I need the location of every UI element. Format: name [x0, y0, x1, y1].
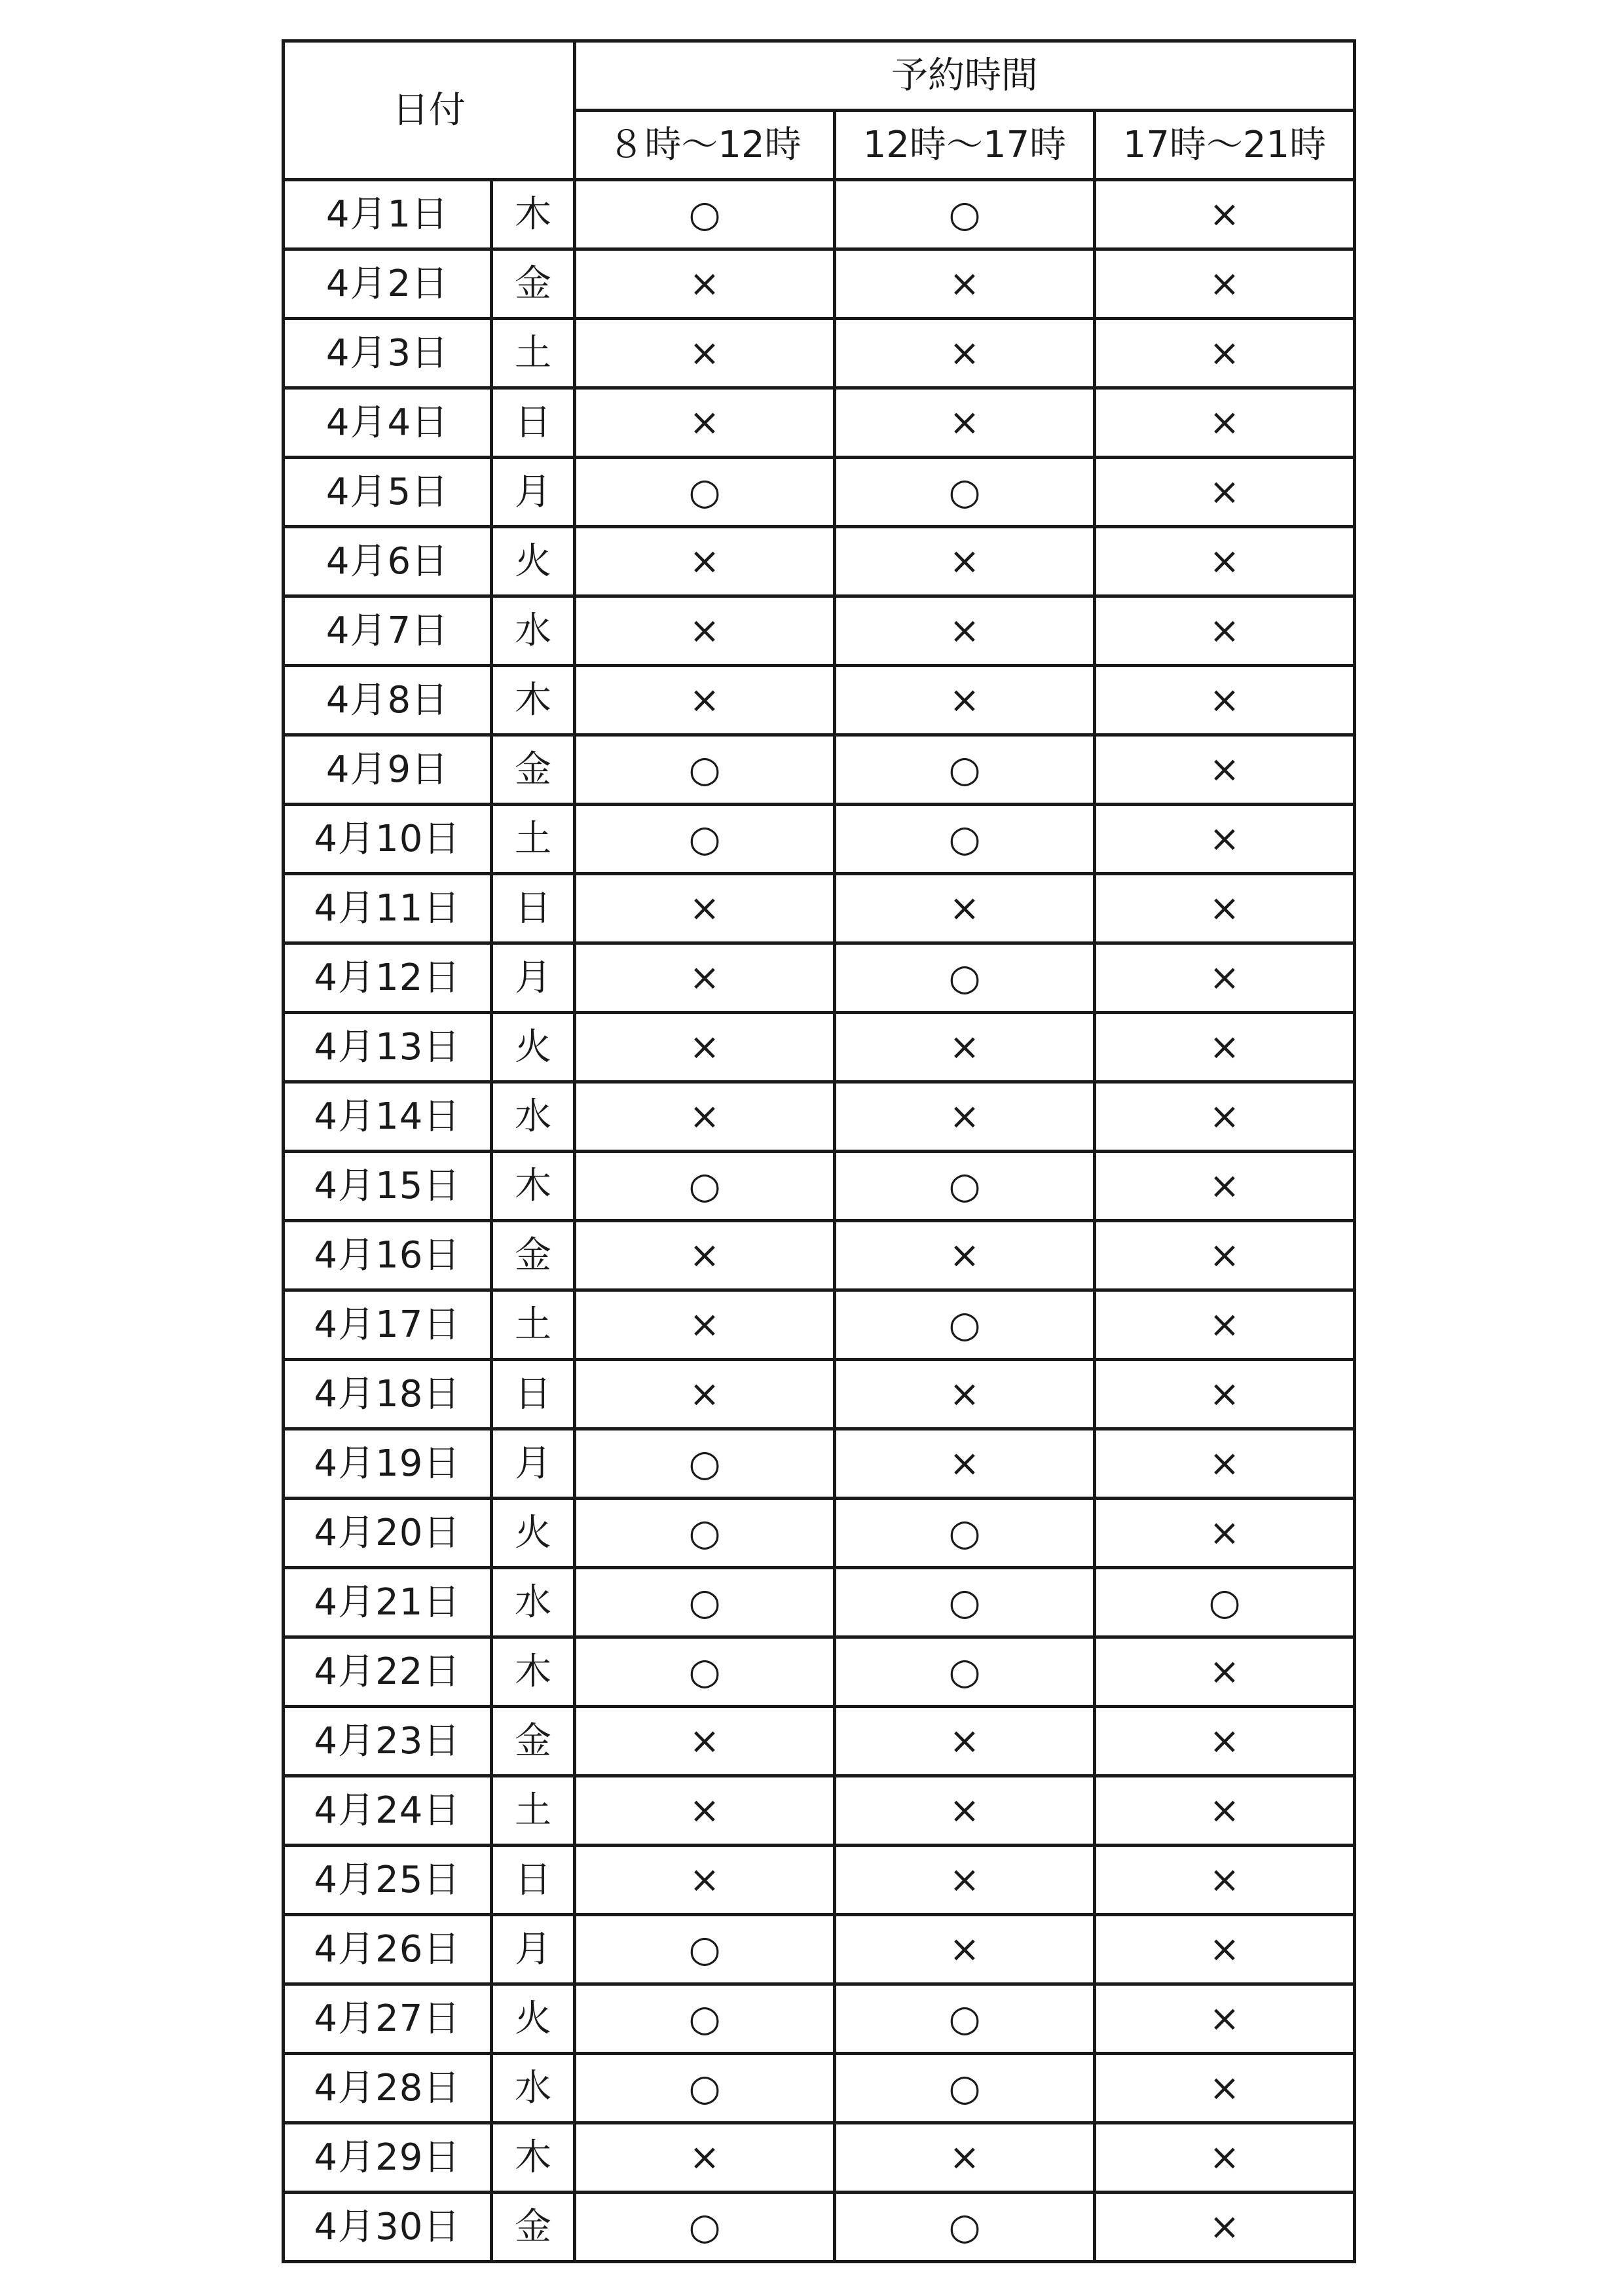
slot-afternoon-mark: ×	[835, 1846, 1095, 1915]
slot-evening-mark: ×	[1095, 319, 1355, 388]
weekday-cell: 土	[492, 1776, 575, 1846]
slot-morning-mark: ○	[575, 1429, 835, 1499]
slot-morning-mark: ○	[575, 805, 835, 874]
table-row	[284, 1429, 1355, 1499]
slot-evening-mark: ×	[1095, 1360, 1355, 1429]
slot-evening-mark: ×	[1095, 874, 1355, 943]
table-row	[284, 1221, 1355, 1290]
date-cell: 4月21日	[284, 1568, 492, 1637]
date-cell: 4月6日	[284, 527, 492, 596]
weekday-cell: 日	[492, 1360, 575, 1429]
slot-afternoon-mark: ×	[835, 1221, 1095, 1290]
table-row	[284, 458, 1355, 527]
date-cell: 4月19日	[284, 1429, 492, 1499]
slot-afternoon-mark: ×	[835, 1082, 1095, 1152]
date-cell: 4月15日	[284, 1152, 492, 1221]
table-row	[284, 1776, 1355, 1846]
weekday-cell: 月	[492, 943, 575, 1013]
slot-header-afternoon: 12時～17時	[835, 111, 1095, 180]
table-row	[284, 2123, 1355, 2193]
slot-evening-mark: ×	[1095, 805, 1355, 874]
slot-afternoon-mark: ○	[835, 1568, 1095, 1637]
slot-evening-mark: ○	[1095, 1568, 1355, 1637]
table-row	[284, 1082, 1355, 1152]
slot-afternoon-mark: ×	[835, 1360, 1095, 1429]
slot-afternoon-mark: ×	[835, 527, 1095, 596]
weekday-cell: 月	[492, 458, 575, 527]
date-cell: 4月27日	[284, 1984, 492, 2054]
table-row	[284, 596, 1355, 666]
slot-morning-mark: ×	[575, 666, 835, 735]
weekday-cell: 土	[492, 1290, 575, 1360]
weekday-cell: 木	[492, 1637, 575, 1707]
slot-afternoon-mark: ×	[835, 1013, 1095, 1082]
slot-evening-mark: ×	[1095, 2123, 1355, 2193]
table-row	[284, 1568, 1355, 1637]
slot-evening-mark: ×	[1095, 1915, 1355, 1984]
date-cell: 4月4日	[284, 388, 492, 458]
slot-afternoon-mark: ○	[835, 735, 1095, 805]
table-row	[284, 249, 1355, 319]
date-cell: 4月25日	[284, 1846, 492, 1915]
slot-morning-mark: ×	[575, 1290, 835, 1360]
slot-morning-mark: ×	[575, 1082, 835, 1152]
slot-afternoon-mark: ○	[835, 458, 1095, 527]
slot-afternoon-mark: ○	[835, 1290, 1095, 1360]
date-cell: 4月9日	[284, 735, 492, 805]
date-cell: 4月26日	[284, 1915, 492, 1984]
slot-evening-mark: ×	[1095, 2054, 1355, 2123]
slot-morning-mark: ○	[575, 180, 835, 249]
slot-afternoon-mark: ○	[835, 1499, 1095, 1568]
table-row	[284, 1499, 1355, 1568]
slot-morning-mark: ×	[575, 527, 835, 596]
slot-afternoon-mark: ×	[835, 2123, 1095, 2193]
slot-evening-mark: ×	[1095, 1221, 1355, 1290]
date-cell: 4月13日	[284, 1013, 492, 1082]
slot-afternoon-mark: ×	[835, 1707, 1095, 1776]
slot-evening-mark: ×	[1095, 458, 1355, 527]
slot-evening-mark: ×	[1095, 2193, 1355, 2262]
weekday-cell: 火	[492, 1984, 575, 2054]
slot-evening-mark: ×	[1095, 388, 1355, 458]
table-row	[284, 1984, 1355, 2054]
table-row	[284, 943, 1355, 1013]
date-cell: 4月23日	[284, 1707, 492, 1776]
weekday-cell: 金	[492, 1221, 575, 1290]
slot-afternoon-mark: ×	[835, 249, 1095, 319]
slot-evening-mark: ×	[1095, 249, 1355, 319]
date-cell: 4月14日	[284, 1082, 492, 1152]
weekday-cell: 木	[492, 180, 575, 249]
slot-afternoon-mark: ○	[835, 1984, 1095, 2054]
slot-morning-mark: ○	[575, 1984, 835, 2054]
weekday-cell: 日	[492, 874, 575, 943]
table-row	[284, 1152, 1355, 1221]
table-row	[284, 1707, 1355, 1776]
slot-afternoon-mark: ○	[835, 2193, 1095, 2262]
table-row	[284, 180, 1355, 249]
slot-evening-mark: ×	[1095, 1013, 1355, 1082]
slot-afternoon-mark: ×	[835, 388, 1095, 458]
slot-morning-mark: ×	[575, 874, 835, 943]
slot-afternoon-mark: ×	[835, 1429, 1095, 1499]
date-cell: 4月30日	[284, 2193, 492, 2262]
slot-header-morning: ８時～12時	[575, 111, 835, 180]
table-row	[284, 1846, 1355, 1915]
slot-afternoon-mark: ×	[835, 666, 1095, 735]
date-cell: 4月3日	[284, 319, 492, 388]
slot-morning-mark: ×	[575, 596, 835, 666]
slot-evening-mark: ×	[1095, 527, 1355, 596]
table-row	[284, 735, 1355, 805]
table-row	[284, 1290, 1355, 1360]
date-cell: 4月20日	[284, 1499, 492, 1568]
slot-evening-mark: ×	[1095, 943, 1355, 1013]
weekday-cell: 木	[492, 1152, 575, 1221]
slot-evening-mark: ×	[1095, 1499, 1355, 1568]
date-cell: 4月17日	[284, 1290, 492, 1360]
table-row	[284, 874, 1355, 943]
weekday-cell: 月	[492, 1429, 575, 1499]
table-row	[284, 666, 1355, 735]
slot-afternoon-mark: ○	[835, 943, 1095, 1013]
table-row	[284, 527, 1355, 596]
slot-morning-mark: ×	[575, 388, 835, 458]
date-cell: 4月8日	[284, 666, 492, 735]
date-cell: 4月24日	[284, 1776, 492, 1846]
weekday-cell: 金	[492, 2193, 575, 2262]
weekday-cell: 水	[492, 2054, 575, 2123]
date-cell: 4月29日	[284, 2123, 492, 2193]
table-row	[284, 1360, 1355, 1429]
date-cell: 4月5日	[284, 458, 492, 527]
slot-afternoon-mark: ×	[835, 319, 1095, 388]
slot-evening-mark: ×	[1095, 1152, 1355, 1221]
weekday-cell: 火	[492, 1013, 575, 1082]
slot-evening-mark: ×	[1095, 1846, 1355, 1915]
date-header: 日付	[284, 41, 575, 180]
reservation-time-header: 予約時間	[575, 41, 1355, 111]
table-row	[284, 1013, 1355, 1082]
table-row	[284, 1915, 1355, 1984]
table-row	[284, 2193, 1355, 2262]
weekday-cell: 火	[492, 527, 575, 596]
weekday-cell: 日	[492, 388, 575, 458]
date-cell: 4月7日	[284, 596, 492, 666]
slot-afternoon-mark: ○	[835, 2054, 1095, 2123]
slot-afternoon-mark: ○	[835, 180, 1095, 249]
slot-evening-mark: ×	[1095, 1776, 1355, 1846]
slot-morning-mark: ×	[575, 249, 835, 319]
slot-morning-mark: ○	[575, 1499, 835, 1568]
slot-evening-mark: ×	[1095, 666, 1355, 735]
slot-afternoon-mark: ○	[835, 1152, 1095, 1221]
slot-afternoon-mark: ×	[835, 874, 1095, 943]
table-row	[284, 319, 1355, 388]
slot-morning-mark: ×	[575, 1013, 835, 1082]
weekday-cell: 日	[492, 1846, 575, 1915]
weekday-cell: 金	[492, 249, 575, 319]
slot-morning-mark: ×	[575, 943, 835, 1013]
date-cell: 4月2日	[284, 249, 492, 319]
weekday-cell: 木	[492, 666, 575, 735]
slot-evening-mark: ×	[1095, 1429, 1355, 1499]
slot-evening-mark: ×	[1095, 735, 1355, 805]
weekday-cell: 水	[492, 596, 575, 666]
slot-morning-mark: ×	[575, 1776, 835, 1846]
slot-morning-mark: ○	[575, 735, 835, 805]
slot-afternoon-mark: ○	[835, 1637, 1095, 1707]
slot-morning-mark: ○	[575, 1152, 835, 1221]
table-row	[284, 1637, 1355, 1707]
weekday-cell: 土	[492, 319, 575, 388]
slot-header-evening: 17時～21時	[1095, 111, 1355, 180]
date-cell: 4月18日	[284, 1360, 492, 1429]
slot-afternoon-mark: ×	[835, 1776, 1095, 1846]
slot-morning-mark: ×	[575, 2123, 835, 2193]
slot-evening-mark: ×	[1095, 1984, 1355, 2054]
slot-evening-mark: ×	[1095, 1082, 1355, 1152]
slot-morning-mark: ○	[575, 458, 835, 527]
slot-afternoon-mark: ○	[835, 805, 1095, 874]
schedule-body	[284, 180, 1355, 2262]
weekday-cell: 水	[492, 1568, 575, 1637]
date-cell: 4月10日	[284, 805, 492, 874]
table-row	[284, 388, 1355, 458]
date-cell: 4月11日	[284, 874, 492, 943]
slot-morning-mark: ×	[575, 1221, 835, 1290]
reservation-schedule-table	[282, 39, 1356, 2263]
slot-afternoon-mark: ×	[835, 1915, 1095, 1984]
slot-morning-mark: ○	[575, 1637, 835, 1707]
slot-morning-mark: ○	[575, 1568, 835, 1637]
date-cell: 4月22日	[284, 1637, 492, 1707]
table-row	[284, 805, 1355, 874]
slot-evening-mark: ×	[1095, 1290, 1355, 1360]
table-row	[284, 2054, 1355, 2123]
date-cell: 4月1日	[284, 180, 492, 249]
slot-morning-mark: ○	[575, 2054, 835, 2123]
slot-evening-mark: ×	[1095, 1707, 1355, 1776]
weekday-cell: 金	[492, 1707, 575, 1776]
slot-morning-mark: ×	[575, 1707, 835, 1776]
slot-evening-mark: ×	[1095, 180, 1355, 249]
slot-morning-mark: ×	[575, 1360, 835, 1429]
weekday-cell: 月	[492, 1915, 575, 1984]
date-cell: 4月16日	[284, 1221, 492, 1290]
weekday-cell: 土	[492, 805, 575, 874]
header-row-top	[284, 41, 1355, 111]
slot-morning-mark: ×	[575, 1846, 835, 1915]
weekday-cell: 木	[492, 2123, 575, 2193]
slot-evening-mark: ×	[1095, 596, 1355, 666]
date-cell: 4月28日	[284, 2054, 492, 2123]
slot-afternoon-mark: ×	[835, 596, 1095, 666]
weekday-cell: 火	[492, 1499, 575, 1568]
slot-evening-mark: ×	[1095, 1637, 1355, 1707]
date-cell: 4月12日	[284, 943, 492, 1013]
weekday-cell: 水	[492, 1082, 575, 1152]
slot-morning-mark: ○	[575, 1915, 835, 1984]
slot-morning-mark: ×	[575, 319, 835, 388]
slot-morning-mark: ○	[575, 2193, 835, 2262]
weekday-cell: 金	[492, 735, 575, 805]
